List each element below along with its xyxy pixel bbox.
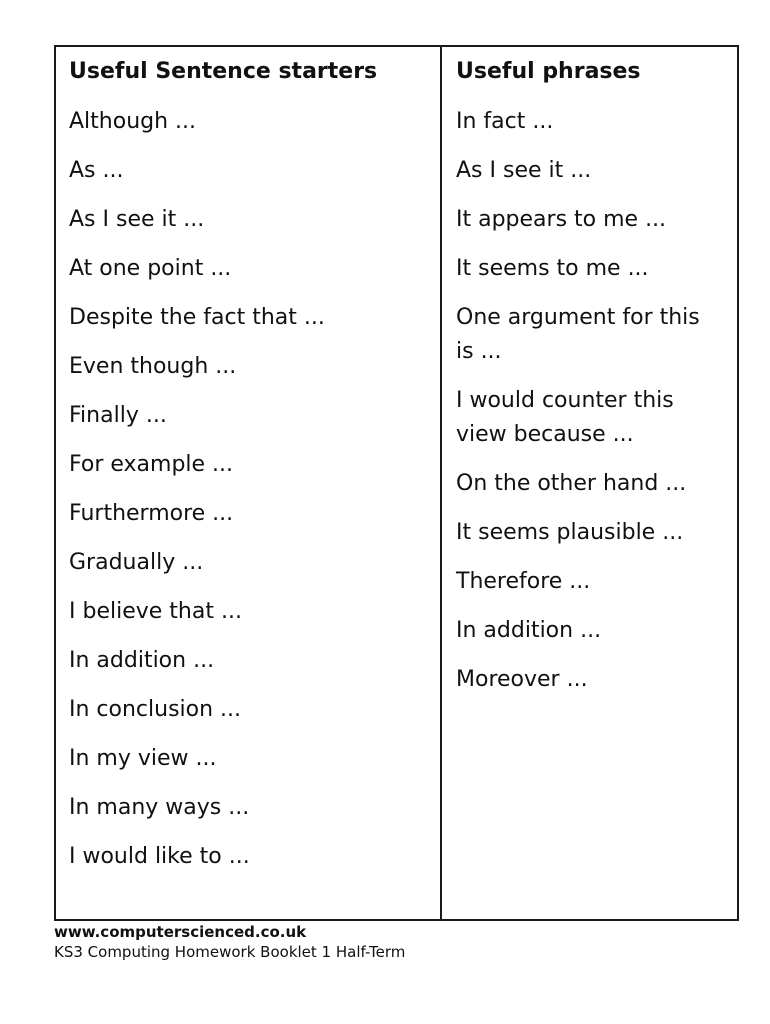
booklet-title: KS3 Computing Homework Booklet 1 Half-Term	[54, 943, 406, 961]
list-item: On the other hand ...	[456, 471, 687, 496]
useful-phrases-column	[442, 47, 737, 919]
list-item: Moreover ...	[456, 667, 588, 692]
list-item: In fact ...	[456, 109, 554, 134]
list-item: Despite the fact that ...	[69, 305, 325, 330]
list-item: It seems to me ...	[456, 256, 649, 281]
list-item: It seems plausible ...	[456, 520, 684, 545]
phrases-table	[54, 45, 739, 921]
list-item: One argument for this is ...	[456, 305, 700, 364]
list-item: Furthermore ...	[69, 501, 234, 526]
sentence-starters-heading: Useful Sentence starters	[69, 59, 378, 84]
list-item: Even though ...	[69, 354, 237, 379]
list-item: In my view ...	[69, 746, 217, 771]
sentence-starters-list	[69, 105, 440, 874]
list-item: As I see it ...	[69, 207, 205, 232]
list-item: In conclusion ...	[69, 697, 242, 722]
list-item: Finally ...	[69, 403, 167, 428]
list-item: At one point ...	[69, 256, 232, 281]
list-item: Therefore ...	[456, 569, 591, 594]
list-item: It appears to me ...	[456, 207, 667, 232]
website-url: www.computerscienced.co.uk	[54, 923, 307, 941]
useful-phrases-heading: Useful phrases	[456, 59, 641, 84]
list-item: In addition ...	[456, 618, 602, 643]
list-item: I believe that ...	[69, 599, 242, 624]
list-item: As I see it ...	[456, 158, 592, 183]
list-item: Although ...	[69, 109, 197, 134]
list-item: As ...	[69, 158, 124, 183]
list-item: In addition ...	[69, 648, 215, 673]
page-footer	[54, 922, 405, 962]
list-item: I would counter this view because ...	[456, 388, 674, 447]
list-item: In many ways ...	[69, 795, 250, 820]
useful-phrases-list	[456, 105, 729, 697]
list-item: For example ...	[69, 452, 234, 477]
list-item: Gradually ...	[69, 550, 204, 575]
list-item: I would like to ...	[69, 844, 250, 869]
sentence-starters-column	[56, 47, 442, 919]
